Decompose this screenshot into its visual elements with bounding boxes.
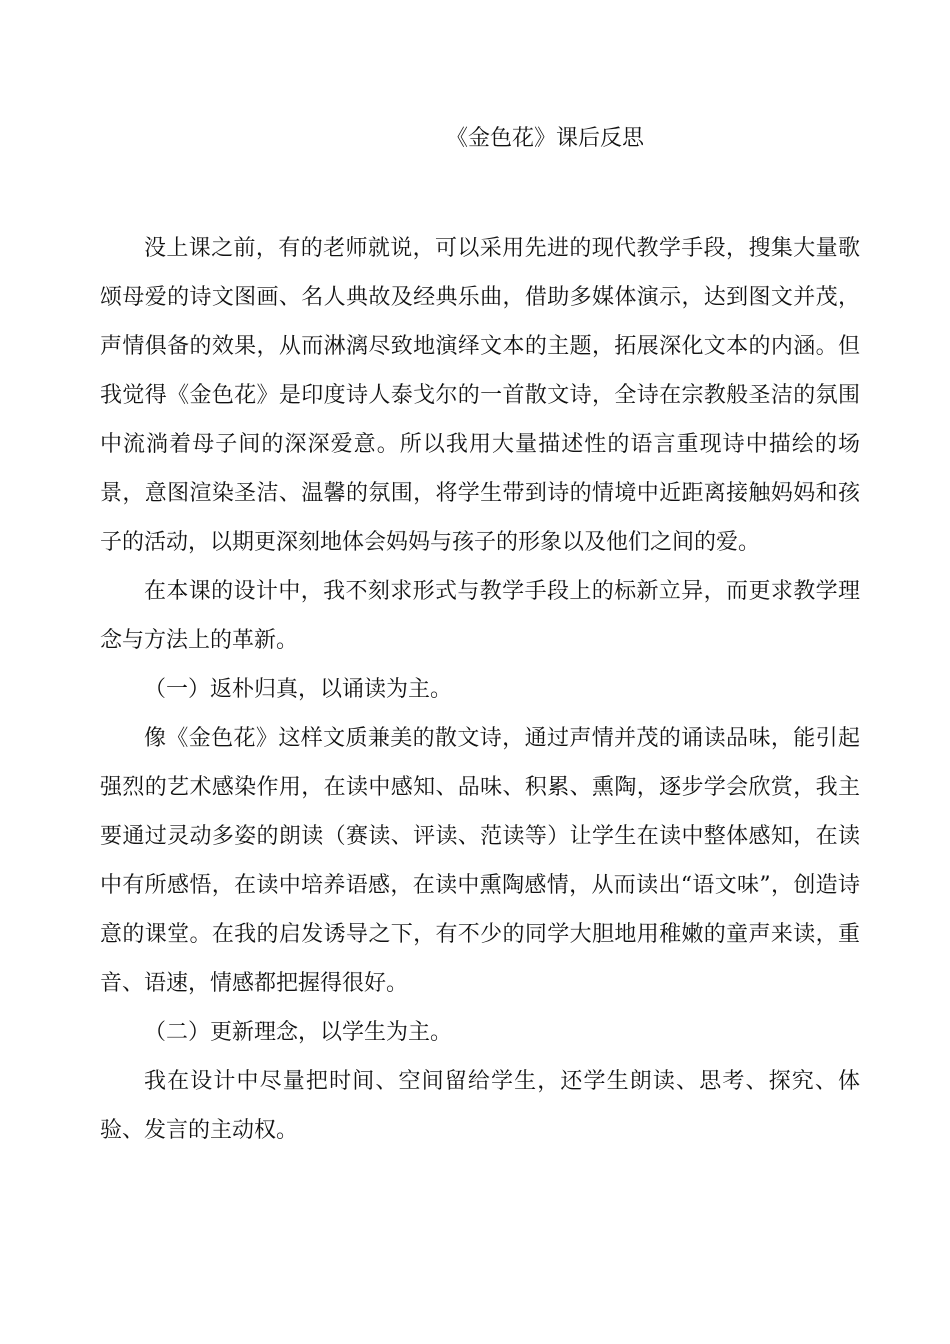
document-body <box>100 224 860 1155</box>
document-title: 《金色花》课后反思 <box>445 126 644 151</box>
paragraph-students: 我在设计中尽量把时间、空间留给学生，还学生朗读、思考、探究、体验、发言的主动权。 <box>100 1069 860 1143</box>
section-heading-2: （二）更新理念，以学生为主。 <box>144 1020 453 1045</box>
section-heading-1: （一）返朴归真，以诵读为主。 <box>144 677 453 702</box>
paragraph-design: 在本课的设计中，我不刻求形式与教学手段上的标新立异，而更求教学理念与方法上的革新。 <box>100 579 860 653</box>
paragraph-reading: 像《金色花》这样文质兼美的散文诗，通过声情并茂的诵读品味，能引起强烈的艺术感染作用，在读中感知、品味、积累、熏陶，逐步学会欣赏，我主要通过灵动多姿的朗读（赛读、评读、范读等）让学生在读中整体感知，在读中有所感悟，在读中培养语感，在读中熏陶感情，从而读出“语文味”，创造诗意的课堂。在我的启发诱导之下，有不少的同学大胆地用稚嫩的童声来读，重音、语速，情感都把握得很好。 <box>100 726 860 996</box>
paragraph-intro: 没上课之前，有的老师就说，可以采用先进的现代教学手段，搜集大量歌颂母爱的诗文图画、名人典故及经典乐曲，借助多媒体演示，达到图文并茂，声情俱备的效果，从而淋漓尽致地演绎文本的主题，拓展深化文本的内涵。但我觉得《金色花》是印度诗人泰戈尔的一首散文诗，全诗在宗教般圣洁的氛围中流淌着母子间的深深爱意。所以我用大量描述性的语言重现诗中描绘的场景，意图渲染圣洁、温馨的氛围，将学生带到诗的情境中近距离接触妈妈和孩子的活动，以期更深刻地体会妈妈与孩子的形象以及他们之间的爱。 <box>100 236 860 555</box>
